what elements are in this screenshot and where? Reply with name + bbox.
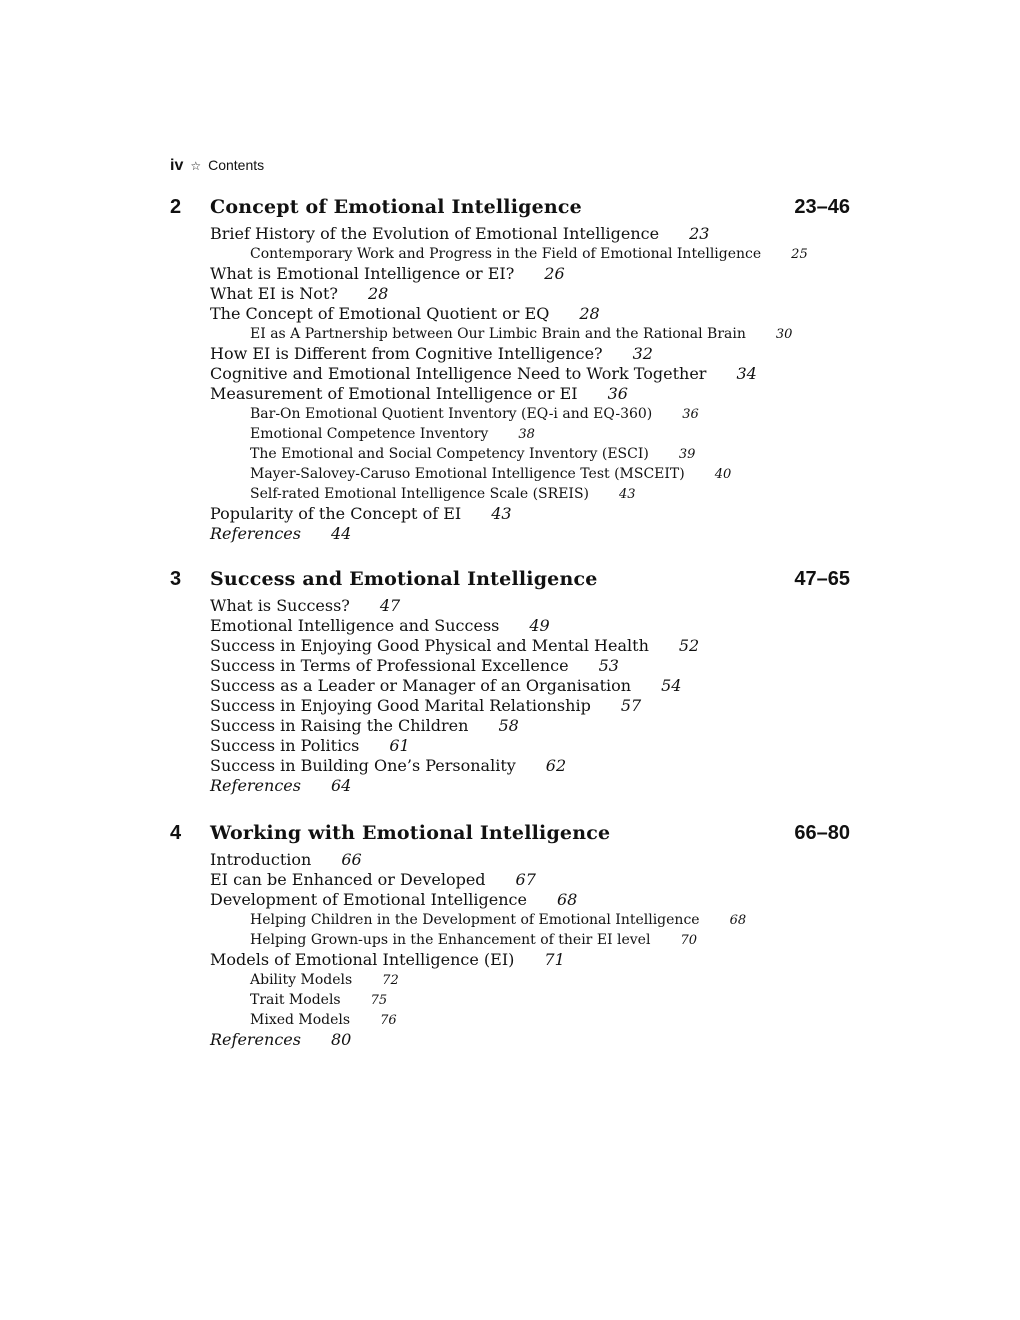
toc-entry-title: Development of Emotional Intelligence — [210, 890, 527, 909]
toc-entry-page: 57 — [620, 696, 642, 715]
toc-entry-title: The Emotional and Social Competency Inventory (ESCI) — [250, 446, 649, 462]
toc-entry-title: Emotional Competence Inventory — [250, 426, 489, 442]
toc-entry-title: Emotional Intelligence and Success — [210, 616, 500, 635]
toc-entry[interactable] — [170, 890, 850, 910]
toc-entry-title: Bar-On Emotional Quotient Inventory (EQ-i and EQ-360) — [250, 406, 653, 422]
toc-subentry[interactable] — [170, 990, 850, 1010]
toc-entry-page: 72 — [382, 973, 399, 988]
toc-subentry[interactable] — [170, 1010, 850, 1030]
toc-entry-page: 44 — [330, 524, 352, 543]
toc-entry-page: 49 — [529, 616, 550, 635]
toc-entry-title: Trait Models — [250, 992, 341, 1008]
toc-entry[interactable] — [170, 504, 850, 524]
toc-entry-title: References — [210, 1030, 301, 1049]
toc-entry[interactable] — [170, 696, 850, 716]
chapter-title: Working with Emotional Intelligence — [210, 822, 611, 844]
toc-subentry[interactable] — [170, 444, 850, 464]
toc-entry-title: Cognitive and Emotional Intelligence Need to Work Together — [210, 364, 707, 383]
toc-entry[interactable] — [170, 264, 850, 284]
chapter-heading[interactable] — [170, 193, 850, 221]
toc-entry-title: What EI is Not? — [210, 284, 338, 303]
toc-entry-list — [170, 224, 850, 544]
toc-entry-page: 52 — [678, 636, 700, 655]
toc-entry-title: Success in Enjoying Good Marital Relationship — [210, 696, 591, 715]
toc-entry-page: 68 — [556, 890, 578, 909]
toc-entry-title: What is Success? — [210, 596, 350, 615]
toc-entry-list — [170, 596, 850, 796]
toc-entry-page: 61 — [389, 736, 410, 755]
toc-entry[interactable] — [170, 676, 850, 696]
toc-entry-title: Models of Emotional Intelligence (EI) — [210, 950, 515, 969]
toc-entry[interactable] — [170, 736, 850, 756]
chapter-title: Concept of Emotional Intelligence — [210, 196, 582, 218]
toc-entry[interactable] — [170, 716, 850, 736]
toc-entry-list — [170, 850, 850, 1050]
toc-entry-page: 25 — [791, 247, 808, 262]
toc-entry[interactable] — [170, 656, 850, 676]
toc-subentry[interactable] — [170, 910, 850, 930]
chapter-heading[interactable] — [170, 819, 850, 847]
toc-entry-page: 43 — [619, 487, 636, 502]
star-icon: ☆ — [190, 159, 202, 173]
toc-entry[interactable] — [170, 344, 850, 364]
toc-entry-page: 43 — [491, 504, 512, 523]
toc-entry-page: 71 — [544, 950, 565, 969]
toc-entry-page: 58 — [498, 716, 519, 735]
chapter-title: Success and Emotional Intelligence — [210, 568, 598, 590]
toc-entry[interactable] — [170, 636, 850, 656]
toc-entry-title: Brief History of the Evolution of Emotional Intelligence — [210, 224, 660, 243]
toc-entry-title: Success in Raising the Children — [210, 716, 469, 735]
toc-entry[interactable] — [170, 304, 850, 324]
toc-entry-page: 62 — [545, 756, 567, 775]
toc-subentry[interactable] — [170, 244, 850, 264]
chapter-3 — [170, 565, 850, 796]
toc-entry[interactable] — [170, 850, 850, 870]
chapter-2 — [170, 193, 850, 544]
toc-subentry[interactable] — [170, 404, 850, 424]
toc-subentry[interactable] — [170, 464, 850, 484]
toc-entry-title: Measurement of Emotional Intelligence or EI — [210, 384, 578, 403]
running-head-title: Contents — [208, 157, 265, 173]
toc-entry-page: 34 — [736, 364, 757, 383]
toc-entry-page: 30 — [775, 327, 793, 342]
toc-entry-title: Success in Building One’s Personality — [210, 756, 516, 775]
toc-entry-title: Helping Grown-ups in the Enhancement of their EI level — [250, 932, 651, 948]
toc-entry[interactable] — [170, 384, 850, 404]
toc-entry[interactable] — [170, 950, 850, 970]
toc-entry-page: 32 — [632, 344, 653, 363]
toc-entry-title: Ability Models — [250, 972, 353, 988]
toc-entry-references[interactable] — [170, 524, 850, 544]
toc-entry-page: 28 — [579, 304, 600, 323]
toc-entry-page: 64 — [330, 776, 352, 795]
chapter-number: 3 — [170, 568, 182, 590]
toc-subentry[interactable] — [170, 424, 850, 444]
toc-entry-page: 47 — [379, 596, 401, 615]
toc-entry[interactable] — [170, 616, 850, 636]
toc-entry-title: Popularity of the Concept of EI — [210, 504, 462, 523]
toc-entry-title: Self-rated Emotional Intelligence Scale (SREIS) — [250, 486, 589, 502]
toc-entry-references[interactable] — [170, 776, 850, 796]
toc-entry-page: 23 — [689, 224, 710, 243]
toc-entry-page: 66 — [341, 850, 362, 869]
toc-entry-title: Helping Children in the Development of Emotional Intelligence — [250, 912, 700, 928]
toc-entry[interactable] — [170, 596, 850, 616]
page-folio: iv — [170, 157, 184, 174]
toc-entry-title: Success as a Leader or Manager of an Organisation — [210, 676, 632, 695]
chapter-heading[interactable] — [170, 565, 850, 593]
toc-entry-title: EI can be Enhanced or Developed — [210, 870, 486, 889]
toc-entry-title: Success in Terms of Professional Excellence — [210, 656, 569, 675]
toc-entry-page: 36 — [607, 384, 628, 403]
toc-entry-page: 75 — [370, 993, 388, 1008]
toc-entry-page: 76 — [380, 1013, 397, 1028]
toc-entry[interactable] — [170, 364, 850, 384]
toc-entry[interactable] — [170, 870, 850, 890]
toc-entry-references[interactable] — [170, 1030, 850, 1050]
toc-entry-title: Introduction — [210, 850, 312, 869]
toc-entry-title: Contemporary Work and Progress in the Field of Emotional Intelligence — [250, 246, 762, 262]
chapter-number: 2 — [170, 196, 182, 218]
chapter-number: 4 — [170, 822, 182, 844]
toc-entry-title: The Concept of Emotional Quotient or EQ — [210, 304, 550, 323]
chapter-4 — [170, 819, 850, 1050]
toc-entry[interactable] — [170, 756, 850, 776]
toc-entry-page: 28 — [367, 284, 389, 303]
toc-entry-title: Success in Politics — [210, 736, 360, 755]
toc-entry-page: 40 — [714, 467, 732, 482]
toc-entry-page: 38 — [518, 427, 535, 442]
toc-subentry[interactable] — [170, 970, 850, 990]
toc-entry[interactable] — [170, 224, 850, 244]
toc-subentry[interactable] — [170, 930, 850, 950]
toc-entry-page: 67 — [515, 870, 536, 889]
running-head — [170, 157, 264, 175]
chapter-page-range: 23–46 — [794, 196, 850, 218]
toc-entry-page: 68 — [729, 913, 747, 928]
toc-entry-title: Mixed Models — [250, 1012, 351, 1028]
toc-entry-title: EI as A Partnership between Our Limbic Brain and the Rational Brain — [250, 326, 746, 342]
toc-subentry[interactable] — [170, 484, 850, 504]
toc-entry-title: References — [210, 524, 301, 543]
toc-entry-page: 80 — [330, 1030, 352, 1049]
toc-entry-page: 39 — [678, 447, 696, 462]
toc-entry-title: How EI is Different from Cognitive Intelligence? — [210, 344, 603, 363]
chapter-page-range: 47–65 — [794, 568, 850, 590]
toc-entry-page: 54 — [661, 676, 682, 695]
toc-entry-page: 26 — [544, 264, 565, 283]
toc-entry-title: Mayer-Salovey-Caruso Emotional Intelligence Test (MSCEIT) — [250, 466, 685, 482]
toc-entry[interactable] — [170, 284, 850, 304]
toc-entry-title: References — [210, 776, 301, 795]
toc-entry-page: 53 — [598, 656, 619, 675]
toc-subentry[interactable] — [170, 324, 850, 344]
toc-entry-title: What is Emotional Intelligence or EI? — [210, 264, 515, 283]
toc-entry-page: 36 — [682, 407, 699, 422]
toc-entry-page: 70 — [680, 933, 697, 948]
chapter-page-range: 66–80 — [794, 822, 850, 844]
toc-entry-title: Success in Enjoying Good Physical and Mental Health — [210, 636, 649, 655]
